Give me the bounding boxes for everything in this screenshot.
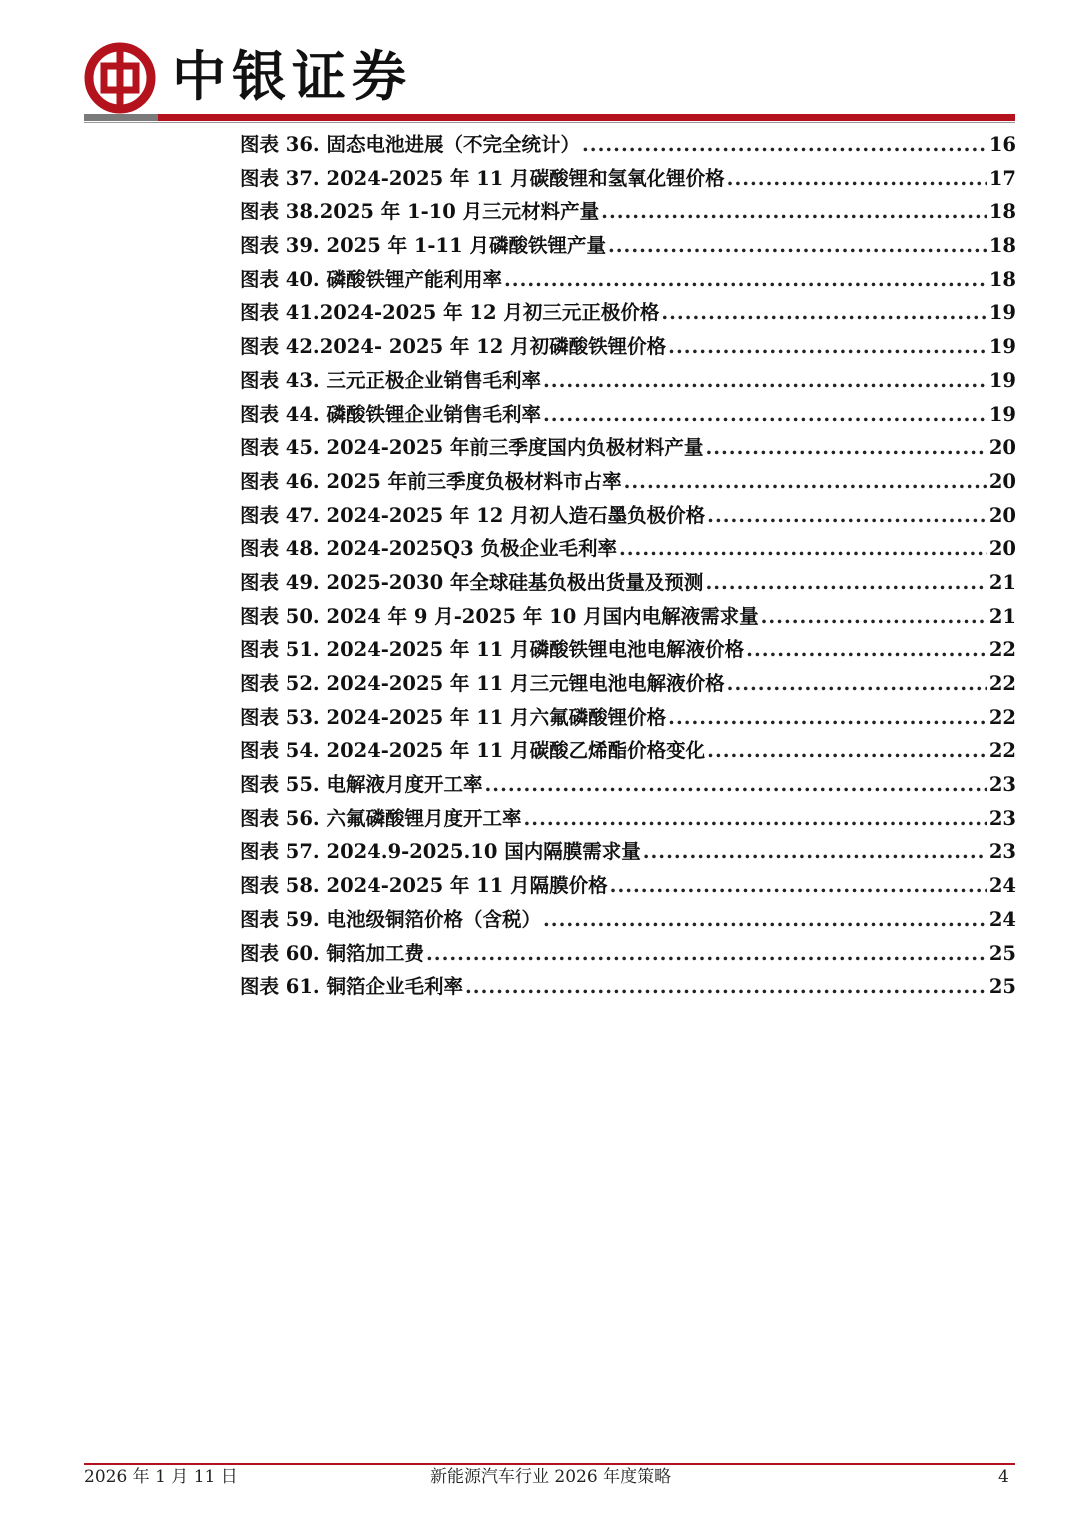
toc-entry-label: 图表 55. 电解液月度开工率 bbox=[240, 773, 483, 797]
toc-entry[interactable] bbox=[240, 835, 1016, 869]
toc-entry[interactable] bbox=[240, 499, 1016, 533]
toc-entry-page: 23 bbox=[988, 806, 1016, 830]
toc-entry-label: 图表 52. 2024-2025 年 11 月三元锂电池电解液价格 bbox=[240, 672, 725, 695]
toc-entry-page: 18 bbox=[988, 200, 1016, 224]
toc-entry[interactable] bbox=[240, 398, 1016, 432]
toc-entry[interactable] bbox=[240, 701, 1016, 735]
toc-entry-label: 图表 36. 固态电池进展（不完全统计） bbox=[240, 133, 581, 156]
toc-entry-label: 图表 53. 2024-2025 年 11 月六氟磷酸锂价格 bbox=[240, 705, 667, 729]
toc-entry[interactable] bbox=[240, 768, 1016, 802]
toc-leader-dots bbox=[465, 970, 987, 1004]
figure-list bbox=[240, 128, 1016, 1004]
toc-leader-dots bbox=[668, 330, 987, 364]
toc-entry[interactable] bbox=[240, 937, 1016, 971]
toc-entry-label: 图表 59. 电池级铜箔价格（含税） bbox=[240, 907, 542, 931]
toc-entry-page: 16 bbox=[988, 133, 1016, 156]
toc-entry-page: 20 bbox=[988, 436, 1016, 460]
toc-leader-dots bbox=[668, 701, 987, 735]
toc-leader-dots bbox=[619, 532, 987, 566]
toc-leader-dots bbox=[608, 229, 987, 263]
toc-entry-page: 17 bbox=[988, 166, 1016, 190]
toc-entry-page: 23 bbox=[988, 840, 1016, 864]
toc-entry[interactable] bbox=[240, 667, 1016, 701]
toc-entry[interactable] bbox=[240, 734, 1016, 768]
toc-leader-dots bbox=[705, 566, 986, 600]
toc-entry-label: 图表 57. 2024.9-2025.10 国内隔膜需求量 bbox=[240, 840, 641, 864]
toc-entry[interactable] bbox=[240, 162, 1016, 196]
toc-leader-dots bbox=[643, 835, 987, 869]
toc-entry[interactable] bbox=[240, 633, 1016, 667]
toc-leader-dots bbox=[661, 296, 987, 330]
header-rule-grey bbox=[84, 114, 158, 121]
header-rule-thin bbox=[84, 122, 1015, 123]
footer-date: 2026 年 1 月 11 日 bbox=[84, 1467, 238, 1487]
toc-entry-page: 24 bbox=[988, 907, 1016, 931]
toc-leader-dots bbox=[610, 869, 987, 903]
toc-entry-page: 20 bbox=[988, 469, 1016, 493]
toc-entry[interactable] bbox=[240, 970, 1016, 1004]
toc-entry-page: 22 bbox=[988, 672, 1016, 695]
toc-entry-label: 图表 39. 2025 年 1-11 月磷酸铁锂产量 bbox=[240, 234, 606, 258]
toc-entry-page: 18 bbox=[988, 267, 1016, 291]
toc-entry[interactable] bbox=[240, 229, 1016, 263]
toc-entry[interactable] bbox=[240, 802, 1016, 836]
toc-entry-page: 25 bbox=[988, 941, 1016, 965]
toc-leader-dots bbox=[485, 768, 987, 802]
toc-entry-label: 图表 54. 2024-2025 年 11 月碳酸乙烯酯价格变化 bbox=[240, 739, 706, 763]
header-rule-red bbox=[158, 114, 1015, 121]
brand-name: 中银证券 bbox=[172, 44, 412, 108]
toc-entry-label: 图表 46. 2025 年前三季度负极材料市占率 bbox=[240, 469, 622, 493]
toc-entry[interactable] bbox=[240, 431, 1016, 465]
toc-leader-dots bbox=[426, 937, 987, 971]
toc-entry[interactable] bbox=[240, 330, 1016, 364]
toc-entry-label: 图表 41.2024-2025 年 12 月初三元正极价格 bbox=[240, 301, 660, 325]
toc-entry[interactable] bbox=[240, 195, 1016, 229]
toc-entry-page: 24 bbox=[988, 874, 1016, 898]
toc-entry[interactable] bbox=[240, 128, 1016, 162]
toc-leader-dots bbox=[746, 633, 987, 667]
toc-entry-label: 图表 40. 磷酸铁锂产能利用率 bbox=[240, 267, 503, 291]
toc-leader-dots bbox=[705, 431, 986, 465]
toc-entry-label: 图表 38.2025 年 1-10 月三元材料产量 bbox=[240, 200, 600, 224]
footer-page-number: 4 bbox=[998, 1467, 1009, 1487]
toc-entry-page: 22 bbox=[988, 705, 1016, 729]
toc-entry-page: 23 bbox=[988, 773, 1016, 797]
toc-entry[interactable] bbox=[240, 532, 1016, 566]
toc-entry-page: 22 bbox=[988, 638, 1016, 662]
toc-leader-dots bbox=[624, 465, 987, 499]
toc-entry-page: 19 bbox=[988, 335, 1016, 359]
toc-entry-page: 18 bbox=[988, 234, 1016, 258]
toc-entry[interactable] bbox=[240, 263, 1016, 297]
toc-leader-dots bbox=[504, 263, 987, 297]
toc-entry-label: 图表 43. 三元正极企业销售毛利率 bbox=[240, 368, 542, 392]
toc-leader-dots bbox=[727, 162, 987, 196]
footer-title: 新能源汽车行业 2026 年度策略 bbox=[430, 1467, 672, 1487]
toc-leader-dots bbox=[543, 398, 987, 432]
toc-leader-dots bbox=[727, 667, 987, 701]
toc-entry-label: 图表 60. 铜箔加工费 bbox=[240, 941, 425, 965]
toc-leader-dots bbox=[707, 499, 987, 533]
toc-entry-label: 图表 49. 2025-2030 年全球硅基负极出货量及预测 bbox=[240, 570, 704, 594]
toc-entry-label: 图表 37. 2024-2025 年 11 月碳酸锂和氢氧化锂价格 bbox=[240, 166, 725, 190]
toc-entry-label: 图表 51. 2024-2025 年 11 月磷酸铁锂电池电解液价格 bbox=[240, 638, 745, 662]
toc-entry[interactable] bbox=[240, 465, 1016, 499]
toc-entry-label: 图表 47. 2024-2025 年 12 月初人造石墨负极价格 bbox=[240, 503, 706, 527]
toc-entry-label: 图表 48. 2024-2025Q3 负极企业毛利率 bbox=[240, 537, 617, 561]
toc-entry-page: 19 bbox=[988, 301, 1016, 325]
toc-entry-page: 21 bbox=[988, 570, 1016, 594]
toc-leader-dots bbox=[524, 802, 987, 836]
toc-entry-page: 19 bbox=[988, 368, 1016, 392]
toc-entry-page: 21 bbox=[988, 604, 1016, 628]
toc-entry-page: 19 bbox=[988, 402, 1016, 426]
toc-leader-dots bbox=[543, 364, 987, 398]
toc-entry[interactable] bbox=[240, 364, 1016, 398]
toc-entry[interactable] bbox=[240, 566, 1016, 600]
toc-entry[interactable] bbox=[240, 296, 1016, 330]
toc-entry[interactable] bbox=[240, 903, 1016, 937]
toc-entry-page: 25 bbox=[988, 975, 1016, 999]
toc-entry-page: 20 bbox=[988, 537, 1016, 561]
toc-entry-label: 图表 58. 2024-2025 年 11 月隔膜价格 bbox=[240, 874, 608, 898]
footer-rule bbox=[84, 1463, 1015, 1465]
toc-entry-label: 图表 44. 磷酸铁锂企业销售毛利率 bbox=[240, 402, 542, 426]
toc-entry-label: 图表 56. 六氟磷酸锂月度开工率 bbox=[240, 806, 522, 830]
toc-entry-label: 图表 42.2024- 2025 年 12 月初磷酸铁锂价格 bbox=[240, 335, 667, 359]
toc-entry-label: 图表 50. 2024 年 9 月-2025 年 10 月国内电解液需求量 bbox=[240, 604, 759, 628]
bank-of-china-logo-icon bbox=[84, 42, 156, 114]
toc-entry[interactable] bbox=[240, 869, 1016, 903]
toc-leader-dots bbox=[707, 734, 987, 768]
toc-entry-label: 图表 61. 铜箔企业毛利率 bbox=[240, 975, 464, 999]
toc-leader-dots bbox=[543, 903, 987, 937]
toc-leader-dots bbox=[761, 600, 987, 634]
toc-entry-page: 22 bbox=[988, 739, 1016, 763]
toc-entry[interactable] bbox=[240, 600, 1016, 634]
toc-entry-page: 20 bbox=[988, 503, 1016, 527]
toc-leader-dots bbox=[582, 128, 987, 162]
toc-leader-dots bbox=[601, 195, 987, 229]
toc-entry-label: 图表 45. 2024-2025 年前三季度国内负极材料产量 bbox=[240, 436, 704, 460]
page-header bbox=[0, 0, 1080, 125]
